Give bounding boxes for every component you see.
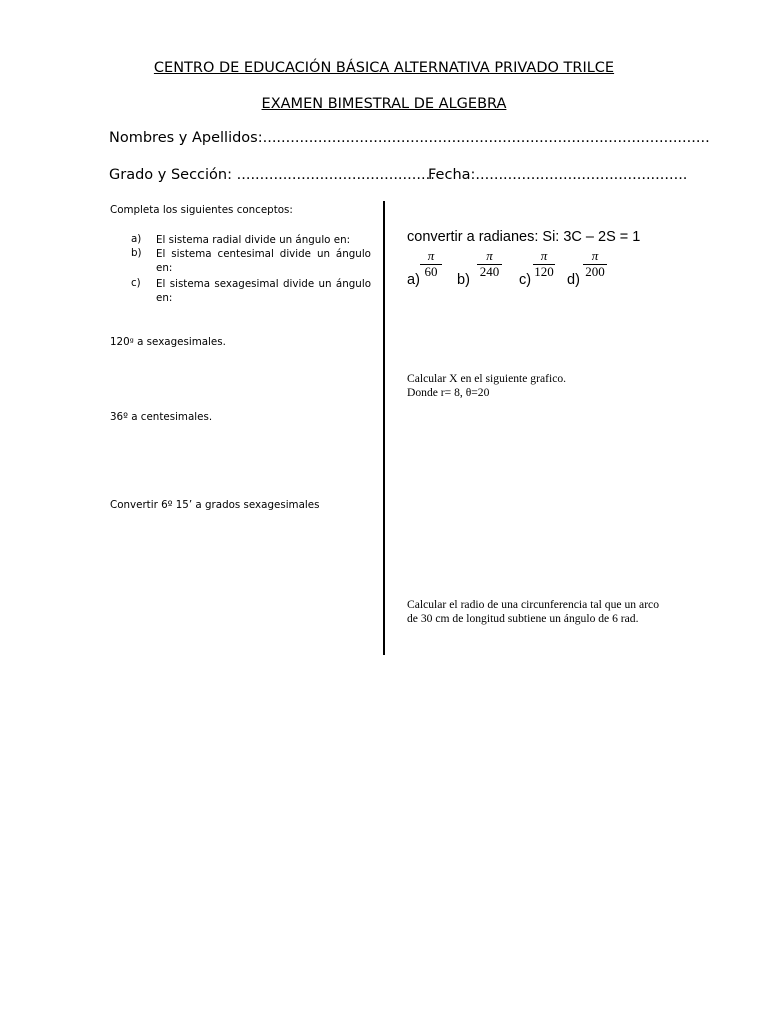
list-item xyxy=(131,277,371,305)
list-text: El sistema sexagesimal divide un ángulo en: xyxy=(156,278,371,304)
option-label: b) xyxy=(457,272,470,288)
fraction xyxy=(583,248,607,279)
list-text: El sistema radial divide un ángulo en: xyxy=(156,234,351,246)
fraction-numerator: π xyxy=(540,248,548,263)
list-marker: c) xyxy=(131,277,141,289)
option-label: c) xyxy=(519,272,532,288)
fraction-numerator: π xyxy=(427,248,435,263)
fraction-denominator: 120 xyxy=(534,264,554,279)
list-marker: b) xyxy=(131,247,142,259)
fraction-denominator: 200 xyxy=(585,264,605,279)
fraction xyxy=(420,248,442,279)
fraction xyxy=(533,248,555,279)
fraction xyxy=(477,248,502,279)
question-radians: convertir a radianes: Si: 3C – 2S = 1 xyxy=(407,229,641,245)
question-degrees: 36º a centesimales. xyxy=(110,411,213,423)
fraction-numerator: π xyxy=(486,248,493,263)
question-radius: Calcular el radio de una circunferencia tal que un arco de 30 cm de longitud subtiene un ángulo de 6 rad. xyxy=(407,598,659,625)
question-graph-line2: Donde r= 8, θ=20 xyxy=(407,386,490,399)
option-label: d) xyxy=(567,272,580,288)
question-graph-line1: Calcular X en el siguiente grafico. xyxy=(407,372,567,385)
fraction-numerator: π xyxy=(591,248,599,263)
list-item xyxy=(131,247,371,275)
option-label: a) xyxy=(407,272,420,288)
list-item xyxy=(131,233,371,247)
date-field: Fecha:.............................................. xyxy=(428,167,688,183)
column-divider xyxy=(383,201,385,655)
school-title: CENTRO DE EDUCACIÓN BÁSICA ALTERNATIVA PRIVADO TRILCE xyxy=(153,60,615,76)
grade-field: Grado y Sección: ........................................... xyxy=(109,167,435,183)
list-text: El sistema centesimal divide un ángulo en: xyxy=(156,248,371,274)
name-field: Nombres y Apellidos:................................................................................................. xyxy=(109,130,710,146)
question-convert-dms: Convertir 6º 15’ a grados sexagesimales xyxy=(110,499,320,511)
intro-text: Completa los siguientes conceptos: xyxy=(110,204,293,216)
fraction-denominator: 60 xyxy=(424,264,438,279)
list-marker: a) xyxy=(131,233,142,245)
fraction-denominator: 240 xyxy=(479,264,500,279)
question-gradians: 120ᵍ a sexagesimales. xyxy=(110,336,226,348)
exam-title: EXAMEN BIMESTRAL DE ALGEBRA xyxy=(261,96,507,112)
